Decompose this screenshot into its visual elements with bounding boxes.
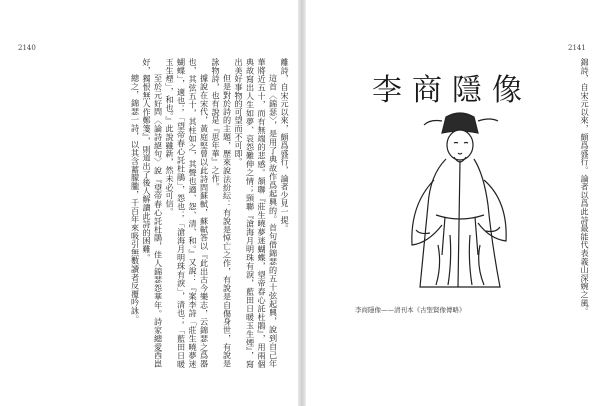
scholar-figure-drawing — [412, 113, 506, 287]
right-page-number: 2141 — [568, 44, 586, 52]
portrait-figure — [350, 55, 550, 300]
left-paragraph: 這首〈錦瑟〉，是用了典故作爲起興的。首句借錦瑟的五十弦起興，說到自己年華將近五十，而有無端的悲感。頷聯『莊生曉夢迷蝴蝶，望帝春心託杜鵑』，用兩個典故寫出人生如夢、哀怨難伸之情；頸聯『滄海月明珠有淚，藍田日暖玉生煙』，寫出美好事物的可望而不可即。 — [234, 58, 279, 368]
portrait-title-char: 李 — [372, 73, 402, 108]
left-paragraph: 據說在宋代，黃庭堅曾以此詩問蘇軾，蘇軾答以『此出古今樂志，云錦瑟之爲器也，其弦五十，其柱如之，其聲也適、怨、清、和。』又說：『案李詩「莊生曉夢迷蝴蝶」，適也；「望帝春心託杜鵑」，怨也；「滄海月明珠有淚」，清也；「藍田日暖玉生煙」，和也。』此說雖新，然未必可信。 — [165, 58, 210, 368]
left-page-number: 2140 — [18, 44, 36, 52]
right-page-text — [560, 58, 590, 368]
portrait-title-char: 隱 — [452, 73, 482, 108]
left-paragraph: 但是對於詩的主題，歷來說法紛紜：有說是悼亡之作，有說是自傷身世，有說是詠物詩，也有說是『思年華』之作。 — [211, 58, 233, 368]
portrait-title-char: 商 — [412, 73, 442, 108]
portrait-inscription — [372, 73, 522, 108]
left-paragraph: 離詩，自宋元以來，頗爲盛行，論者少見一提。 — [280, 58, 290, 233]
portrait-title-char: 像 — [492, 73, 522, 108]
figure-caption: 李商隱像——清刊本《古聖賢像傳略》 — [355, 306, 466, 314]
book-gutter — [298, 0, 306, 406]
left-page-text — [22, 58, 290, 368]
right-paragraph: 錦詩，自宋元以來，頗爲盛行。論者以爲此詩最能代表義山深婉之風。 — [580, 58, 590, 316]
left-paragraph: 總之，錦瑟一詩，以其含蓄朦朧，千百年來吸引無數讀者反覆吟詠。 — [130, 74, 141, 324]
left-paragraph: 至於元好問〈論詩絕句〉說『望帝春心託杜鵑，佳人錦瑟怨華年。詩家總愛西崑好，獨恨無人作鄭箋』，則道出了後人解讀此詩的困難。 — [142, 58, 164, 368]
